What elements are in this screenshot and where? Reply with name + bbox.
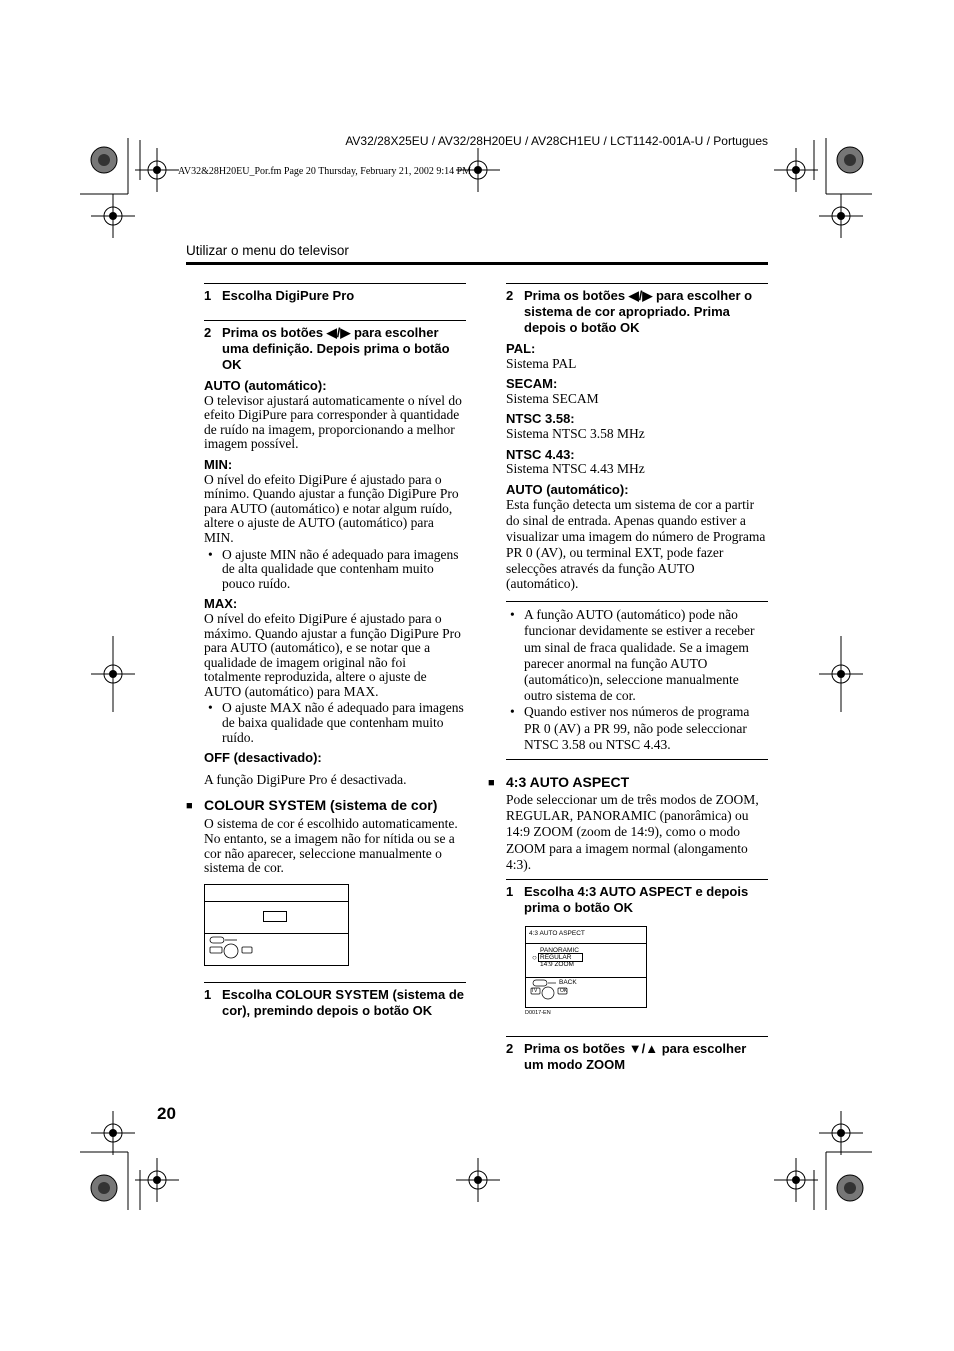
left-column — [186, 283, 466, 1019]
step-1: 1 Escolha DigiPure Pro — [204, 288, 355, 303]
aspect-opt-panoramic: PANORAMIC — [540, 946, 579, 954]
colour-system-text: O sistema de cor é escolhido automaticamente. No entanto, se a imagem não for nítida ou se a cor não aparecer, seleccione manualmente o sistema de cor. — [204, 816, 458, 876]
auto-text-right: Esta função detecta um sistema de cor a partir do sinal de entrada. Apenas quando estiver a visualizar uma imagem do número de Programa PR 0 (AV), ou terminal EXT, pode fazer selecções através da função AUTO (automático). — [506, 497, 766, 592]
step-2-aspect: 2 Prima os botões ▼/▲ para escolher um modo ZOOM — [506, 1040, 747, 1072]
secam-text: Sistema SECAM — [506, 390, 599, 406]
ntsc443-label: NTSC 4.43: — [506, 446, 575, 462]
section-title: Utilizar o menu do televisor — [186, 243, 349, 258]
colour-system-screen — [204, 884, 349, 966]
off-text: A função DigiPure Pro é desactivada. — [204, 771, 407, 787]
note-2: • Quando estiver nos números de programa PR 0 (AV) a PR 99, não pode seleccionar NTSC 3.58 ou NTSC 4.43. — [524, 704, 768, 753]
max-bullet: • O ajuste MAX não é adequado para imagens de baixa qualidade que contenham muito ruído. — [222, 701, 466, 745]
auto-text: O televisor ajustará automaticamente o nível do efeito DigiPure para corresponder à quantidade de ruído na imagem, proporcionando a melhor imagem possível. — [204, 392, 462, 452]
aspect-screen-title: 4:3 AUTO ASPECT — [526, 927, 646, 944]
pal-label: PAL: — [506, 341, 536, 356]
step-1-colour: 1 Escolha COLOUR SYSTEM (sistema de cor), premindo depois o botão OK — [204, 986, 465, 1018]
page-number: 20 — [157, 1104, 176, 1123]
min-label: MIN: — [204, 456, 233, 472]
auto-label-right: AUTO (automático): — [506, 481, 629, 497]
aspect-screen-code: D0017-EN — [525, 1009, 551, 1016]
aspect-opt-regular: REGULAR — [538, 953, 583, 962]
aspect-back-label: BACK — [559, 978, 577, 986]
step-2-colour: 2 Prima os botões ◀/▶ para escolher o sistema de cor apropriado. Prima depois o botão OK — [506, 288, 753, 335]
min-text: O nível do efeito DigiPure é ajustado para o mínimo. Quando ajustar a função DigiPure Pro para AUTO (automático) e notar algum ruído, altere o ajuste de AUTO (automático) para MIN. — [204, 471, 459, 545]
header-file-line: AV32&28H20EU_Por.fm Page 20 Thursday, February 21, 2002 9:14 PM — [178, 166, 472, 177]
secam-label: SECAM: — [506, 376, 558, 392]
header-model-line: AV32/28X25EU / AV32/28H20EU / AV28CH1EU / LCT1142-001A-U / Portugues — [345, 134, 768, 148]
ntsc443-text: Sistema NTSC 4.43 MHz — [506, 461, 645, 477]
ntsc358-label: NTSC 3.58: — [506, 411, 575, 427]
note-1: • A função AUTO (automático) pode não funcionar devidamente se estiver a receber um sinal de fraca qualidade. Se a imagem parecer anormal na função AUTO (automático)n, seleccione manualmente outro sistema de cor. — [524, 607, 768, 704]
step-2: 2 Prima os botões ◀/▶ para escolher uma definição. Depois prima o botão OK — [204, 325, 450, 372]
step-1-aspect: 1 Escolha 4:3 AUTO ASPECT e depois prima o botão OK — [506, 883, 749, 915]
pal-text: Sistema PAL — [506, 355, 577, 371]
ntsc358-text: Sistema NTSC 3.58 MHz — [506, 425, 645, 441]
aspect-heading: ■ 4:3 AUTO ASPECT — [488, 773, 630, 790]
aspect-screen — [525, 926, 647, 1008]
aspect-tv-label: TV — [531, 987, 538, 994]
min-bullet: • O ajuste MIN não é adequado para imagens de alta qualidade que contenham muito pouco ruído. — [222, 548, 466, 592]
off-label: OFF (desactivado): — [204, 750, 322, 766]
aspect-text: Pode seleccionar um de três modos de ZOOM, REGULAR, PANORAMIC (panorâmica) ou 14:9 ZOOM (zoom de 14:9), como o modo ZOOM para a imagem normal (alongamento 4:3). — [506, 791, 759, 872]
aspect-ok-label: OK — [560, 987, 568, 994]
aspect-opt-149zoom: 14:9 ZOOM — [540, 960, 574, 968]
right-column — [488, 283, 768, 1073]
max-text: O nível do efeito DigiPure é ajustado para o máximo. Quando ajustar a função DigiPure Pro para AUTO (automático), e se notar que a qualidade de imagem original não foi totalmente reproduzida, altere o ajuste de AUTO (automático) para MAX. — [204, 610, 461, 699]
max-label: MAX: — [204, 596, 238, 612]
colour-system-heading: ■ COLOUR SYSTEM (sistema de cor) — [186, 797, 438, 814]
section-rule — [186, 262, 768, 265]
aspect-selector-icon: ○ — [532, 952, 537, 962]
auto-label: AUTO (automático): — [204, 378, 327, 393]
